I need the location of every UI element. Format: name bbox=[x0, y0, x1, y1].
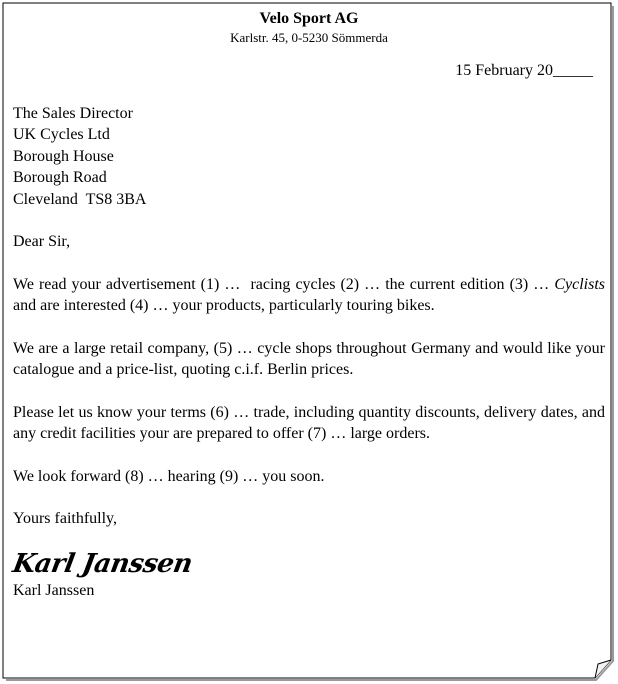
letter-date: 15 February 20_____ bbox=[455, 62, 593, 79]
company-name: Velo Sport AG bbox=[259, 10, 359, 27]
letter-sheet bbox=[2, 2, 612, 678]
company-address: Karlstr. 45, 0-5230 Sömmerda bbox=[230, 30, 388, 45]
recipient-address bbox=[13, 103, 605, 211]
magazine-title: Cyclists bbox=[554, 275, 605, 293]
paragraph-1-part2: and are interested (4) … your products, particularly touring bikes. bbox=[13, 297, 435, 314]
letter-content bbox=[10, 9, 605, 601]
recipient-line: Borough House bbox=[13, 147, 114, 165]
complimentary-close: Yours faithfully, bbox=[13, 510, 118, 527]
recipient-line: UK Cycles Ltd bbox=[13, 126, 110, 143]
recipient-line: Cleveland TS8 3BA bbox=[13, 190, 147, 208]
paragraph-2: We are a large retail company, (5) … cycle shops throughout Germany and would like your catalogue and a price-list, quoting c.i.f. Berlin prices. bbox=[13, 339, 605, 378]
paragraph-4: We look forward (8) … hearing (9) … you soon. bbox=[13, 467, 325, 485]
paragraph-1 bbox=[13, 274, 605, 317]
paragraph-1-part1: We read your advertisement (1) … racing cycles (2) … the current edition (3) … bbox=[13, 275, 555, 293]
signer-name: Karl Janssen bbox=[13, 581, 95, 599]
salutation: Dear Sir, bbox=[13, 233, 71, 250]
recipient-line: The Sales Director bbox=[13, 104, 133, 122]
recipient-line: Borough Road bbox=[13, 169, 107, 186]
paragraph-3: Please let us know your terms (6) … trade, including quantity discounts, delivery dates, and any credit facilities your are prepared to offer (7) … large orders. bbox=[13, 403, 605, 442]
handwritten-signature: Karl Janssen bbox=[10, 548, 195, 579]
